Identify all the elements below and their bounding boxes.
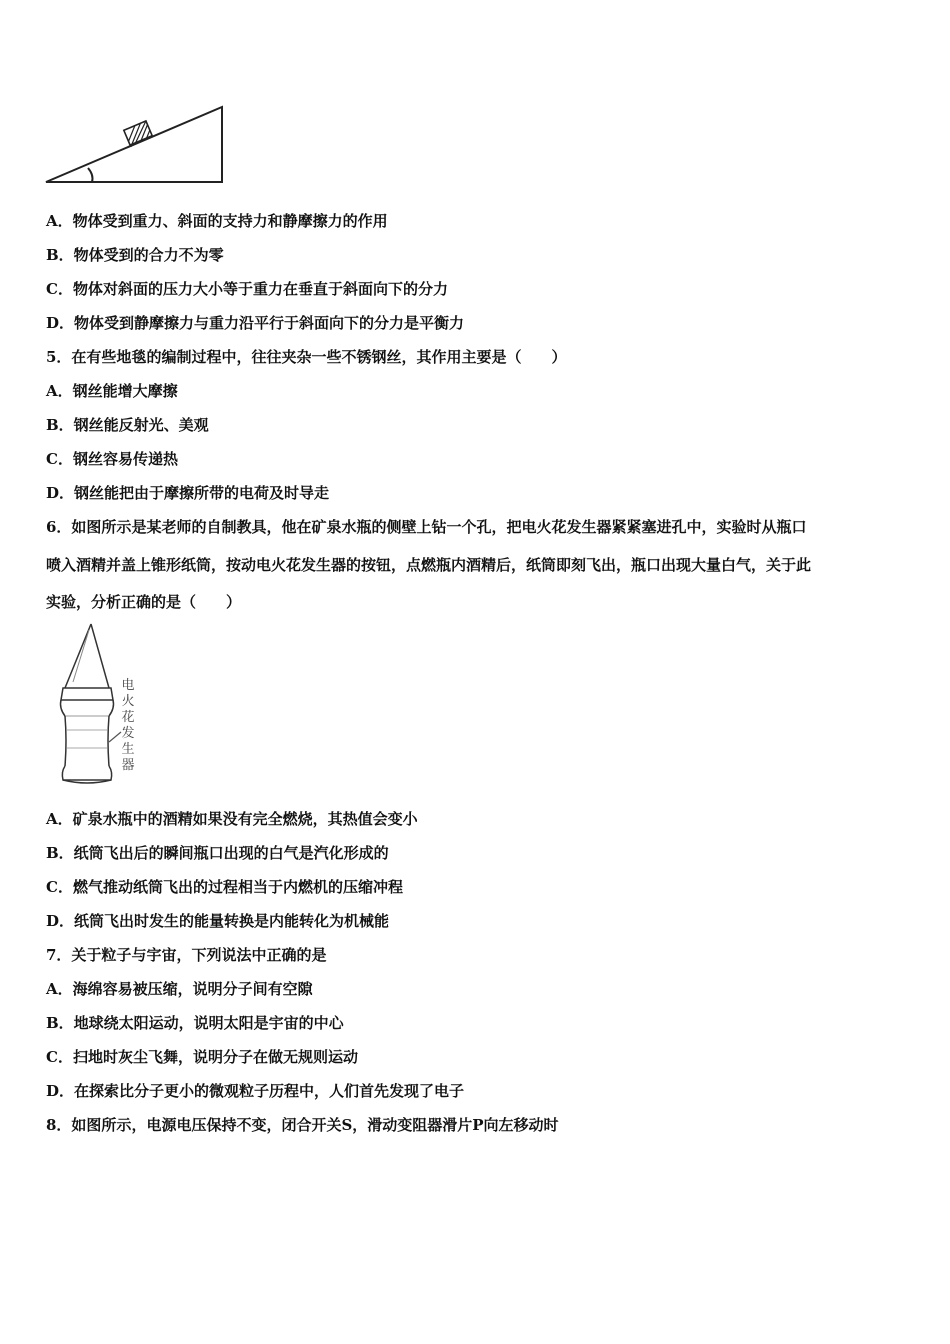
paper-cone bbox=[65, 624, 109, 688]
q5-option-c: C．钢丝容易传递热 bbox=[46, 450, 178, 468]
q6-stem-line-1: 6．如图所示是某老师的自制教具，他在矿泉水瓶的侧壁上钻一个孔，把电火花发生器紧紧塞进孔中，实验时从瓶口 bbox=[46, 518, 807, 536]
q8-stem: 8．如图所示，电源电压保持不变，闭合开关S，滑动变阻器滑片P向左移动时 bbox=[46, 1116, 559, 1134]
angle-arc bbox=[88, 168, 93, 182]
q6-stem-line-2: 喷入酒精并盖上锥形纸筒，按动电火花发生器的按钮，点燃瓶内酒精后，纸筒即刻飞出，瓶口出现大量白气，关于此 bbox=[46, 556, 812, 574]
q4-option-b: B．物体受到的合力不为零 bbox=[46, 246, 224, 264]
bottle-body bbox=[65, 716, 109, 766]
label-char: 火 bbox=[121, 694, 135, 709]
q4-option-a: A．物体受到重力、斜面的支持力和静摩擦力的作用 bbox=[46, 212, 388, 230]
q5-option-a: A．钢丝能增大摩擦 bbox=[46, 382, 178, 400]
q5-option-d: D．钢丝能把由于摩擦所带的电荷及时导走 bbox=[46, 484, 330, 502]
q7-option-b: B．地球绕太阳运动，说明太阳是宇宙的中心 bbox=[46, 1014, 344, 1032]
bottle-neck bbox=[61, 688, 113, 700]
label-char: 生 bbox=[121, 742, 135, 757]
q6-stem-line-3: 实验，分析正确的是（ ） bbox=[46, 593, 242, 611]
q7-option-c: C．扫地时灰尘飞舞，说明分子在做无规则运动 bbox=[46, 1048, 358, 1066]
label-char: 器 bbox=[121, 758, 135, 773]
q6-option-b: B．纸筒飞出后的瞬间瓶口出现的白气是汽化形成的 bbox=[46, 844, 389, 862]
q5-option-b: B．钢丝能反射光、美观 bbox=[46, 416, 209, 434]
spark-generator-label bbox=[120, 678, 136, 774]
q6-option-a: A．矿泉水瓶中的酒精如果没有完全燃烧，其热值会变小 bbox=[46, 810, 418, 828]
q5-stem: 5．在有些地毯的编制过程中，往往夹杂一些不锈钢丝，其作用主要是（ ） bbox=[46, 348, 567, 366]
label-char: 发 bbox=[121, 726, 135, 741]
bottle-shoulder bbox=[61, 700, 114, 716]
q6-option-c: C．燃气推动纸筒飞出的过程相当于内燃机的压缩冲程 bbox=[46, 878, 403, 896]
label-char: 花 bbox=[121, 710, 135, 725]
bottle-base bbox=[62, 766, 111, 780]
q7-option-a: A．海绵容易被压缩，说明分子间有空隙 bbox=[46, 980, 313, 998]
incline-triangle bbox=[46, 107, 222, 182]
label-char: 电 bbox=[121, 678, 135, 693]
q7-stem: 7．关于粒子与宇宙，下列说法中正确的是 bbox=[46, 946, 327, 964]
incline-figure bbox=[40, 100, 230, 190]
q4-option-c: C．物体对斜面的压力大小等于重力在垂直于斜面向下的分力 bbox=[46, 280, 448, 298]
q7-option-d: D．在探索比分子更小的微观粒子历程中，人们首先发现了电子 bbox=[46, 1082, 465, 1100]
q6-option-d: D．纸筒飞出时发生的能量转换是内能转化为机械能 bbox=[46, 912, 390, 930]
q4-option-d: D．物体受到静摩擦力与重力沿平行于斜面向下的分力是平衡力 bbox=[46, 314, 465, 332]
